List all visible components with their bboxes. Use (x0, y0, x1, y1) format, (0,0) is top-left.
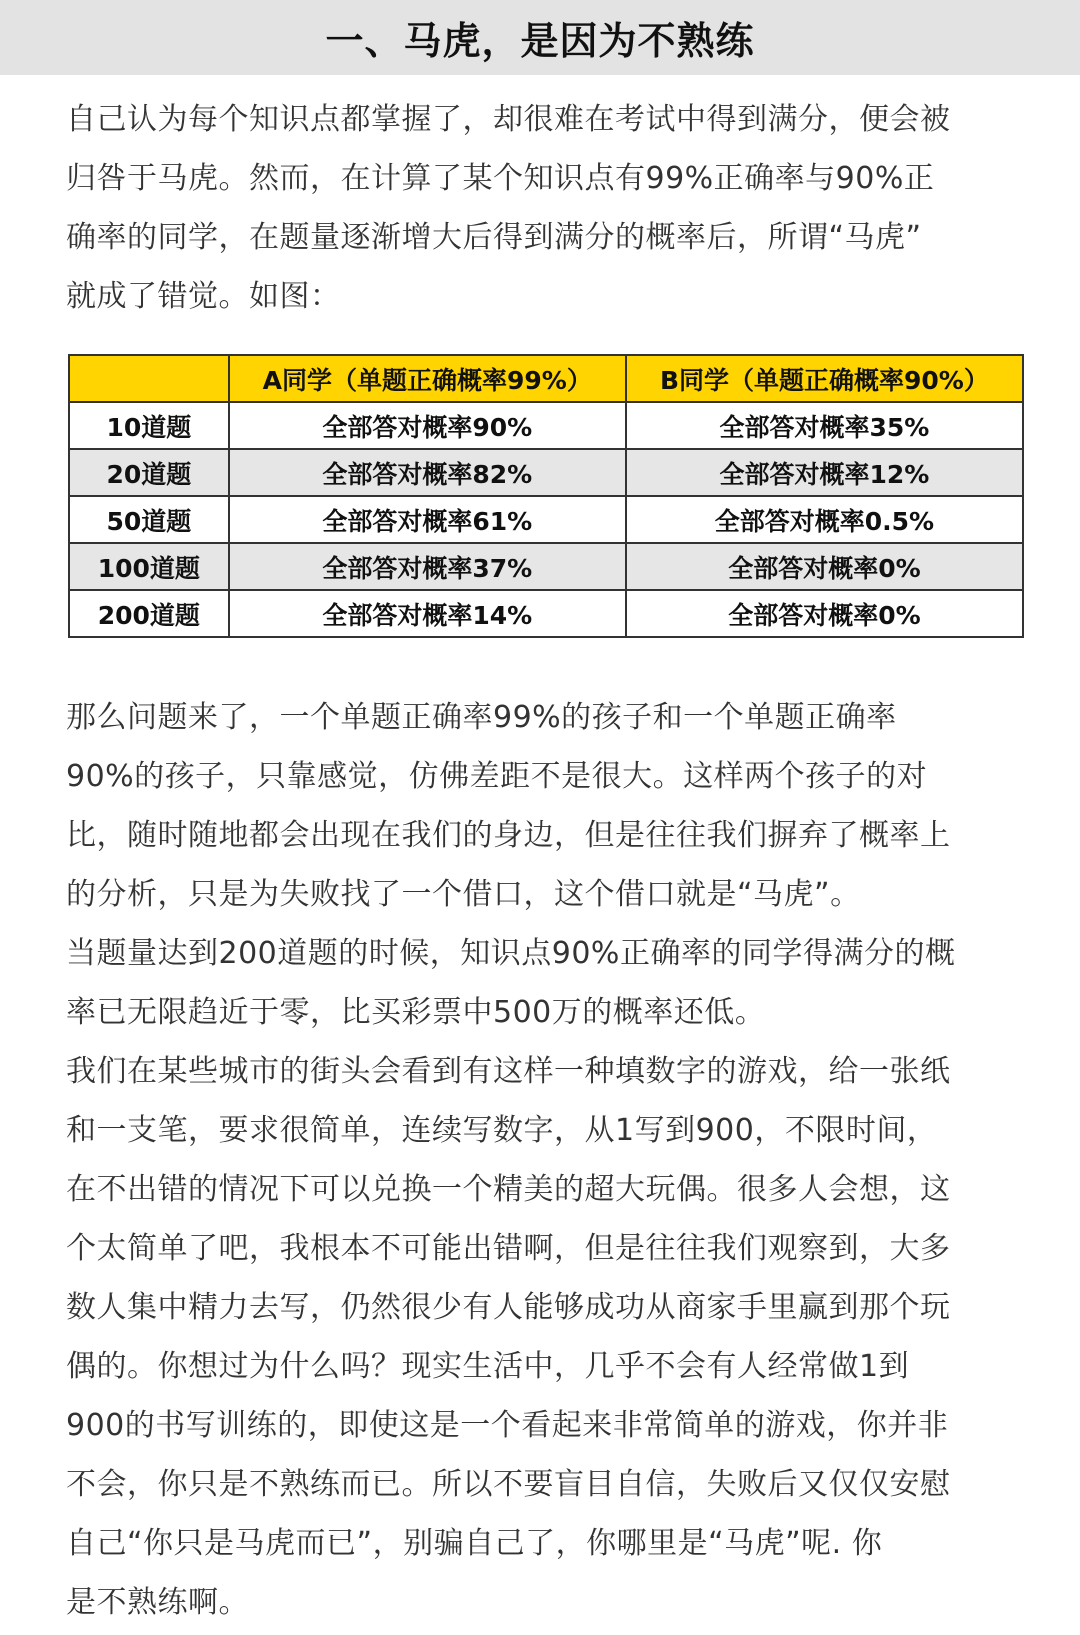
table-cell: 全部答对概率37% (229, 543, 626, 590)
text-line: 不会，你只是不熟练而已。所以不要盲目自信，失败后又仅仅安慰 (66, 1467, 951, 1502)
column-header: A同学（单题正确概率99%） (229, 355, 626, 402)
row-label: 200道题 (69, 590, 229, 637)
table-cell: 全部答对概率0% (626, 590, 1023, 637)
row-label: 100道题 (69, 543, 229, 590)
row-label: 50道题 (69, 496, 229, 543)
table-cell: 全部答对概率14% (229, 590, 626, 637)
table-cell: 全部答对概率90% (229, 402, 626, 449)
text-line: 比，随时随地都会出现在我们的身边，但是往往我们摒弃了概率上 (66, 818, 951, 853)
intro-paragraph (66, 90, 1026, 326)
text-line: 是不熟练啊。 (66, 1585, 249, 1620)
table-row (69, 496, 1023, 543)
section-title: 一、马虎，是因为不熟练 (325, 19, 755, 63)
text-line: 自己认为每个知识点都掌握了，却很难在考试中得到满分，便会被 (66, 102, 951, 137)
probability-table (68, 354, 1024, 638)
row-label: 10道题 (69, 402, 229, 449)
text-line: 自己“你只是马虎而已”，别骗自己了，你哪里是“马虎”呢. 你 (66, 1526, 883, 1561)
text-line: 率已无限趋近于零，比买彩票中500万的概率还低。 (66, 995, 766, 1030)
row-label: 20道题 (69, 449, 229, 496)
table-cell: 全部答对概率82% (229, 449, 626, 496)
body-paragraph (66, 688, 1026, 1632)
table-cell: 全部答对概率0% (626, 543, 1023, 590)
text-line: 个太简单了吧，我根本不可能出错啊，但是往往我们观察到，大多 (66, 1231, 951, 1266)
table-row (69, 402, 1023, 449)
text-line: 我们在某些城市的街头会看到有这样一种填数字的游戏，给一张纸 (66, 1054, 951, 1089)
table-cell: 全部答对概率35% (626, 402, 1023, 449)
text-line: 数人集中精力去写，仍然很少有人能够成功从商家手里赢到那个玩 (66, 1290, 951, 1325)
table-cell: 全部答对概率12% (626, 449, 1023, 496)
text-line: 在不出错的情况下可以兑换一个精美的超大玩偶。很多人会想，这 (66, 1172, 951, 1207)
table-header-row (69, 355, 1023, 402)
text-line: 归咎于马虎。然而，在计算了某个知识点有99%正确率与90%正 (66, 161, 935, 196)
text-line: 确率的同学，在题量逐渐增大后得到满分的概率后，所谓“马虎” (66, 220, 922, 255)
text-line: 90%的孩子，只靠感觉，仿佛差距不是很大。这样两个孩子的对 (66, 759, 928, 794)
text-line: 900的书写训练的，即使这是一个看起来非常简单的游戏，你并非 (66, 1408, 949, 1443)
text-line: 就成了错觉。如图： (66, 279, 341, 314)
text-line: 偶的。你想过为什么吗？现实生活中，几乎不会有人经常做1到 (66, 1349, 910, 1384)
section-header (0, 0, 1080, 75)
table-cell: 全部答对概率0.5% (626, 496, 1023, 543)
table-cell: 全部答对概率61% (229, 496, 626, 543)
text-line: 的分析，只是为失败找了一个借口，这个借口就是“马虎”。 (66, 877, 861, 912)
table-row (69, 590, 1023, 637)
text-line: 和一支笔，要求很简单，连续写数字，从1写到900，不限时间， (66, 1113, 938, 1148)
table-row (69, 449, 1023, 496)
column-header: B同学（单题正确概率90%） (626, 355, 1023, 402)
text-line: 当题量达到200道题的时候，知识点90%正确率的同学得满分的概 (66, 936, 956, 971)
text-line: 那么问题来了，一个单题正确率99%的孩子和一个单题正确率 (66, 700, 897, 735)
column-header (69, 355, 229, 402)
table-row (69, 543, 1023, 590)
